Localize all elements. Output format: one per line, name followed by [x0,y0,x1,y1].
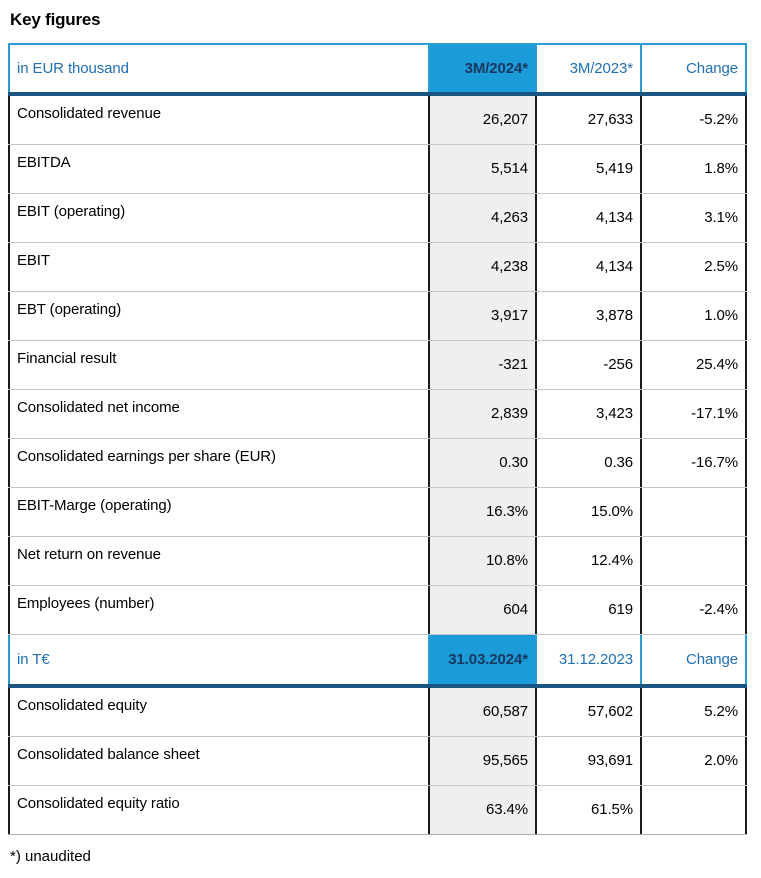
value-prior: 15.0% [535,488,640,536]
table-row [8,537,747,586]
value-prior: 4,134 [535,194,640,242]
row-label: EBIT-Marge (operating) [8,488,428,536]
column-header-change: Change [640,45,747,92]
table-row [8,96,747,145]
column-header-prior-period: 3M/2023* [535,45,640,92]
row-label: EBT (operating) [8,292,428,340]
row-label: Financial result [8,341,428,389]
value-current: 5,514 [428,145,535,193]
row-label: Consolidated earnings per share (EUR) [8,439,428,487]
table-row [8,194,747,243]
table-row [8,390,747,439]
value-prior: 12.4% [535,537,640,585]
key-figures-table [8,43,747,835]
value-change: 25.4% [640,341,747,389]
value-current: 26,207 [428,96,535,144]
value-change: 2.5% [640,243,747,291]
value-change [640,786,747,834]
row-label: EBIT (operating) [8,194,428,242]
value-current: 0.30 [428,439,535,487]
value-change: 3.1% [640,194,747,242]
value-prior: 619 [535,586,640,634]
table-row [8,243,747,292]
footnote: *) unaudited [10,848,91,865]
value-prior: 61.5% [535,786,640,834]
value-prior: 57,602 [535,688,640,736]
value-change: -17.1% [640,390,747,438]
value-current: 2,839 [428,390,535,438]
table-row [8,145,747,194]
value-prior: 93,691 [535,737,640,785]
value-current: 4,238 [428,243,535,291]
table-row [8,439,747,488]
value-prior: 4,134 [535,243,640,291]
value-prior: 3,423 [535,390,640,438]
value-change [640,537,747,585]
value-change: 1.0% [640,292,747,340]
unit-header: in EUR thousand [8,45,428,92]
value-current: 10.8% [428,537,535,585]
row-label: Net return on revenue [8,537,428,585]
value-current: 4,263 [428,194,535,242]
value-change: -16.7% [640,439,747,487]
value-current: -321 [428,341,535,389]
column-header-current-date: 31.03.2024* [428,635,535,684]
value-current: 3,917 [428,292,535,340]
column-header-change: Change [640,635,747,684]
column-header-prior-date: 31.12.2023 [535,635,640,684]
page-title: Key figures [10,10,101,29]
column-header-current-period: 3M/2024* [428,45,535,92]
row-label: EBITDA [8,145,428,193]
table-row [8,341,747,390]
value-current: 63.4% [428,786,535,834]
value-current: 95,565 [428,737,535,785]
row-label: Employees (number) [8,586,428,634]
table-row [8,488,747,537]
row-label: Consolidated equity [8,688,428,736]
table-row [8,737,747,786]
value-prior: 5,419 [535,145,640,193]
value-current: 60,587 [428,688,535,736]
value-prior: 0.36 [535,439,640,487]
row-label: Consolidated equity ratio [8,786,428,834]
value-prior: 27,633 [535,96,640,144]
table-header-row [8,43,747,96]
unit-header: in T€ [8,635,428,684]
value-change: 1.8% [640,145,747,193]
row-label: Consolidated net income [8,390,428,438]
value-change [640,488,747,536]
table-row [8,688,747,737]
table-row [8,786,747,835]
table-row [8,292,747,341]
value-change: 5.2% [640,688,747,736]
row-label: Consolidated balance sheet [8,737,428,785]
value-prior: 3,878 [535,292,640,340]
row-label: Consolidated revenue [8,96,428,144]
row-label: EBIT [8,243,428,291]
value-prior: -256 [535,341,640,389]
value-change: -5.2% [640,96,747,144]
value-current: 604 [428,586,535,634]
table-header-row [8,635,747,688]
table-row [8,586,747,635]
value-current: 16.3% [428,488,535,536]
value-change: 2.0% [640,737,747,785]
value-change: -2.4% [640,586,747,634]
